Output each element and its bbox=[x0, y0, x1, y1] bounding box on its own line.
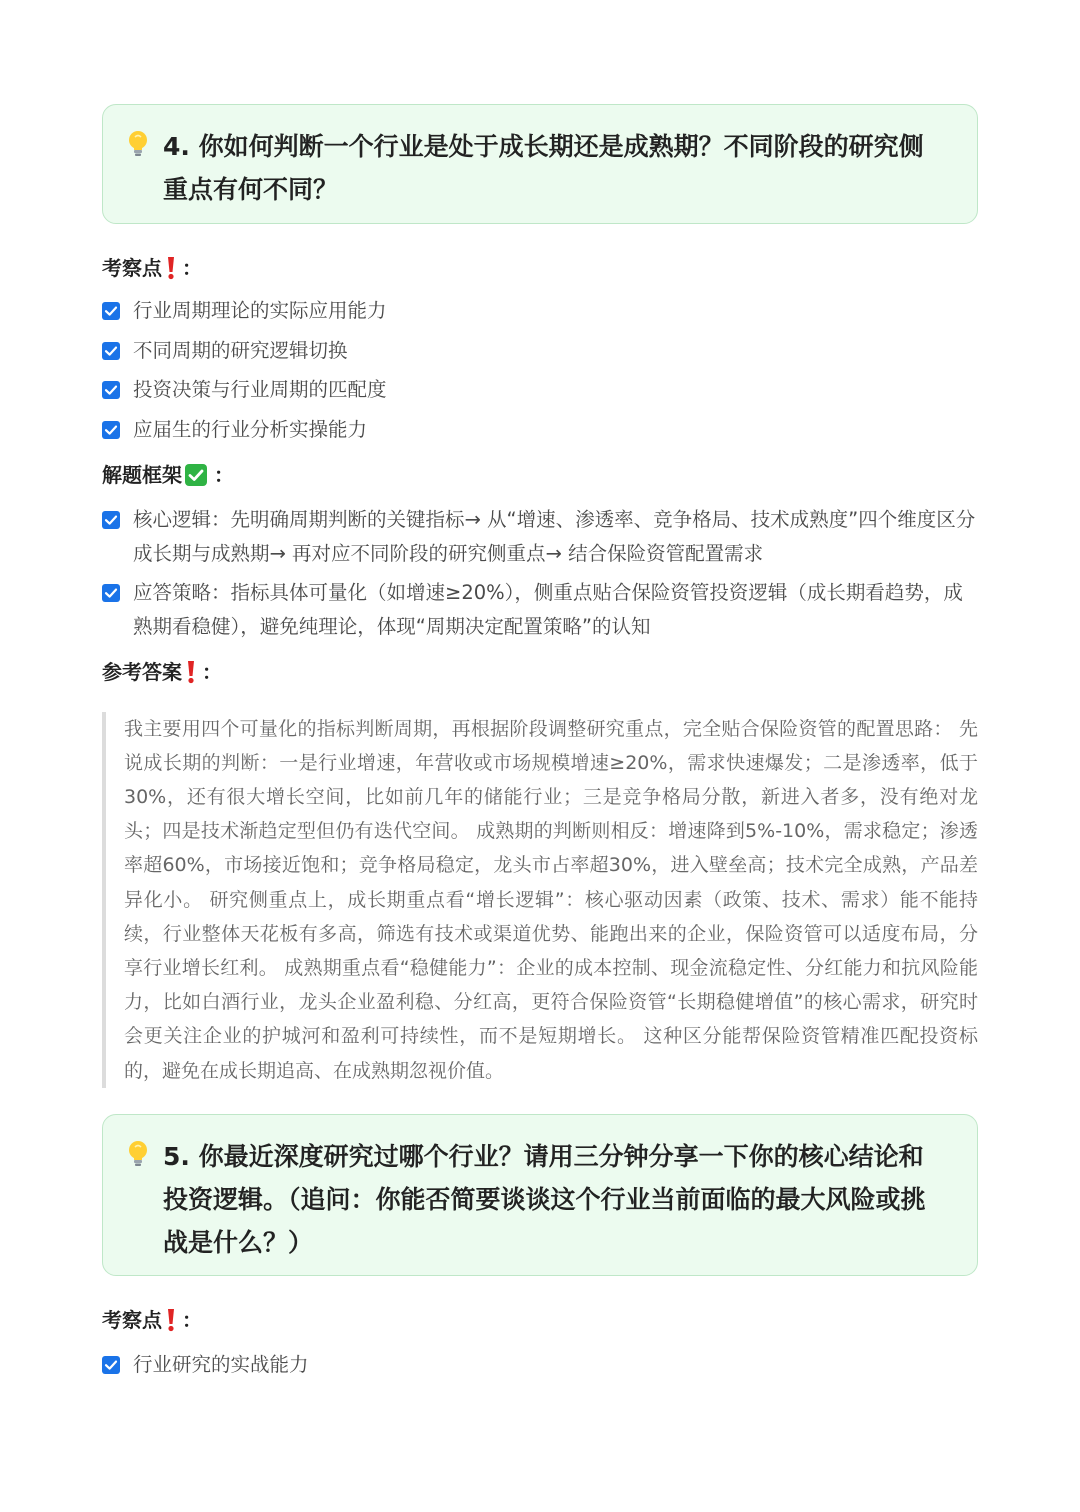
list-item bbox=[102, 413, 978, 447]
framework-item-text: 核心逻辑：先明确周期判断的关键指标→ 从“增速、渗透率、竞争格局、技术成熟度”四个维度区分成长期与成熟期→ 再对应不同阶段的研究侧重点→ 结合保险资管配置需求 bbox=[133, 507, 976, 565]
article bbox=[102, 104, 978, 1382]
question-card-4 bbox=[102, 104, 978, 224]
red-exclamation-icon bbox=[186, 660, 196, 684]
list-item bbox=[102, 294, 978, 328]
checkbox-checked-icon bbox=[102, 584, 120, 602]
kaocha-colon: ： bbox=[182, 1307, 202, 1332]
reference-answer-4: 我主要用四个可量化的指标判断周期，再根据阶段调整研究重点，完全贴合保险资管的配置思路： 先说成长期的判断：一是行业增速，年营收或市场规模增速≥20%，需求快速爆发；二是渗透率，低于30%，还有很大增长空间，比如前几年的储能行业；三是竞争格局分散，新进入者多，没有绝对龙头；四是技术渐趋定型但仍有迭代空间。 成熟期的判断则相反：增速降到5%-10%，需求稳定；渗透率超60%，市场接近饱和；竞争格局稳定，龙头市占率超30%，进入壁垒高；技术完全成熟，产品差异化小。 研究侧重点上，成长期重点看“增长逻辑”：核心驱动因素（政策、技术、需求）能不能持续，行业整体天花板有多高，筛选有技术或渠道优势、能跑出来的企业，保险资管可以适度布局，分享行业增长红利。 成熟期重点看“稳健能力”：企业的成本控制、现金流稳定性、分红能力和抗风险能力，比如白酒行业，龙头企业盈利稳、分红高，更符合保险资管“长期稳健增值”的核心需求，研究时会更关注企业的护城河和盈利可持续性，而不是短期增长。 这种区分能帮保险资管精准匹配投资标的，避免在成长期追高、在成熟期忽视价值。 bbox=[102, 712, 978, 1088]
checkbox-checked-icon bbox=[102, 1356, 120, 1374]
checkbox-checked-icon bbox=[102, 381, 120, 399]
kaocha-label: 考察点 bbox=[102, 1307, 162, 1332]
lightbulb-icon bbox=[125, 129, 151, 159]
framework-item-text: 应答策略：指标具体可量化（如增速≥20%），侧重点贴合保险资管投资逻辑（成长期看趋势，成熟期看稳健），避免纯理论，体现“周期决定配置策略”的认知 bbox=[133, 580, 963, 638]
list-item bbox=[102, 334, 978, 368]
framework-list-4 bbox=[102, 503, 978, 644]
lightbulb-icon bbox=[125, 1139, 151, 1169]
kaocha-heading-4 bbox=[102, 252, 978, 284]
question-4-text: 4. 你如何判断一个行业是处于成长期还是成熟期？不同阶段的研究侧重点有何不同？ bbox=[163, 132, 924, 204]
answer-label: 参考答案 bbox=[102, 659, 182, 684]
kaocha-item-text: 行业研究的实战能力 bbox=[133, 1352, 309, 1376]
framework-heading-4 bbox=[102, 459, 978, 491]
red-exclamation-icon bbox=[166, 1308, 176, 1332]
kaocha-list-4 bbox=[102, 294, 978, 447]
checkbox-checked-icon bbox=[102, 302, 120, 320]
kaocha-list-5 bbox=[102, 1348, 978, 1382]
kaocha-heading-5 bbox=[102, 1304, 978, 1336]
question-card-5 bbox=[102, 1114, 978, 1276]
list-item bbox=[102, 373, 978, 407]
checkbox-checked-icon bbox=[102, 342, 120, 360]
kaocha-item-text: 不同周期的研究逻辑切换 bbox=[133, 338, 348, 362]
kaocha-colon: ： bbox=[182, 256, 202, 280]
kaocha-item-text: 行业周期理论的实际应用能力 bbox=[133, 299, 387, 322]
list-item bbox=[102, 503, 978, 571]
checkbox-checked-icon bbox=[102, 421, 120, 439]
red-exclamation-icon bbox=[166, 256, 176, 280]
question-5-text: 5. 你最近深度研究过哪个行业？请用三分钟分享一下你的核心结论和投资逻辑。（追问：你能否简要谈谈这个行业当前面临的最大风险或挑战是什么？） bbox=[163, 1141, 926, 1257]
list-item bbox=[102, 1348, 978, 1382]
green-check-emoji-icon bbox=[184, 463, 208, 487]
kaocha-label: 考察点 bbox=[102, 256, 162, 280]
kaocha-item-text: 投资决策与行业周期的匹配度 bbox=[133, 378, 387, 401]
checkbox-checked-icon bbox=[102, 511, 120, 529]
list-item bbox=[102, 576, 978, 644]
answer-heading-4 bbox=[102, 656, 978, 688]
framework-colon: ： bbox=[214, 462, 234, 487]
kaocha-item-text: 应届生的行业分析实操能力 bbox=[133, 417, 368, 441]
answer-colon: ： bbox=[202, 659, 222, 684]
framework-label: 解题框架 bbox=[102, 462, 182, 487]
